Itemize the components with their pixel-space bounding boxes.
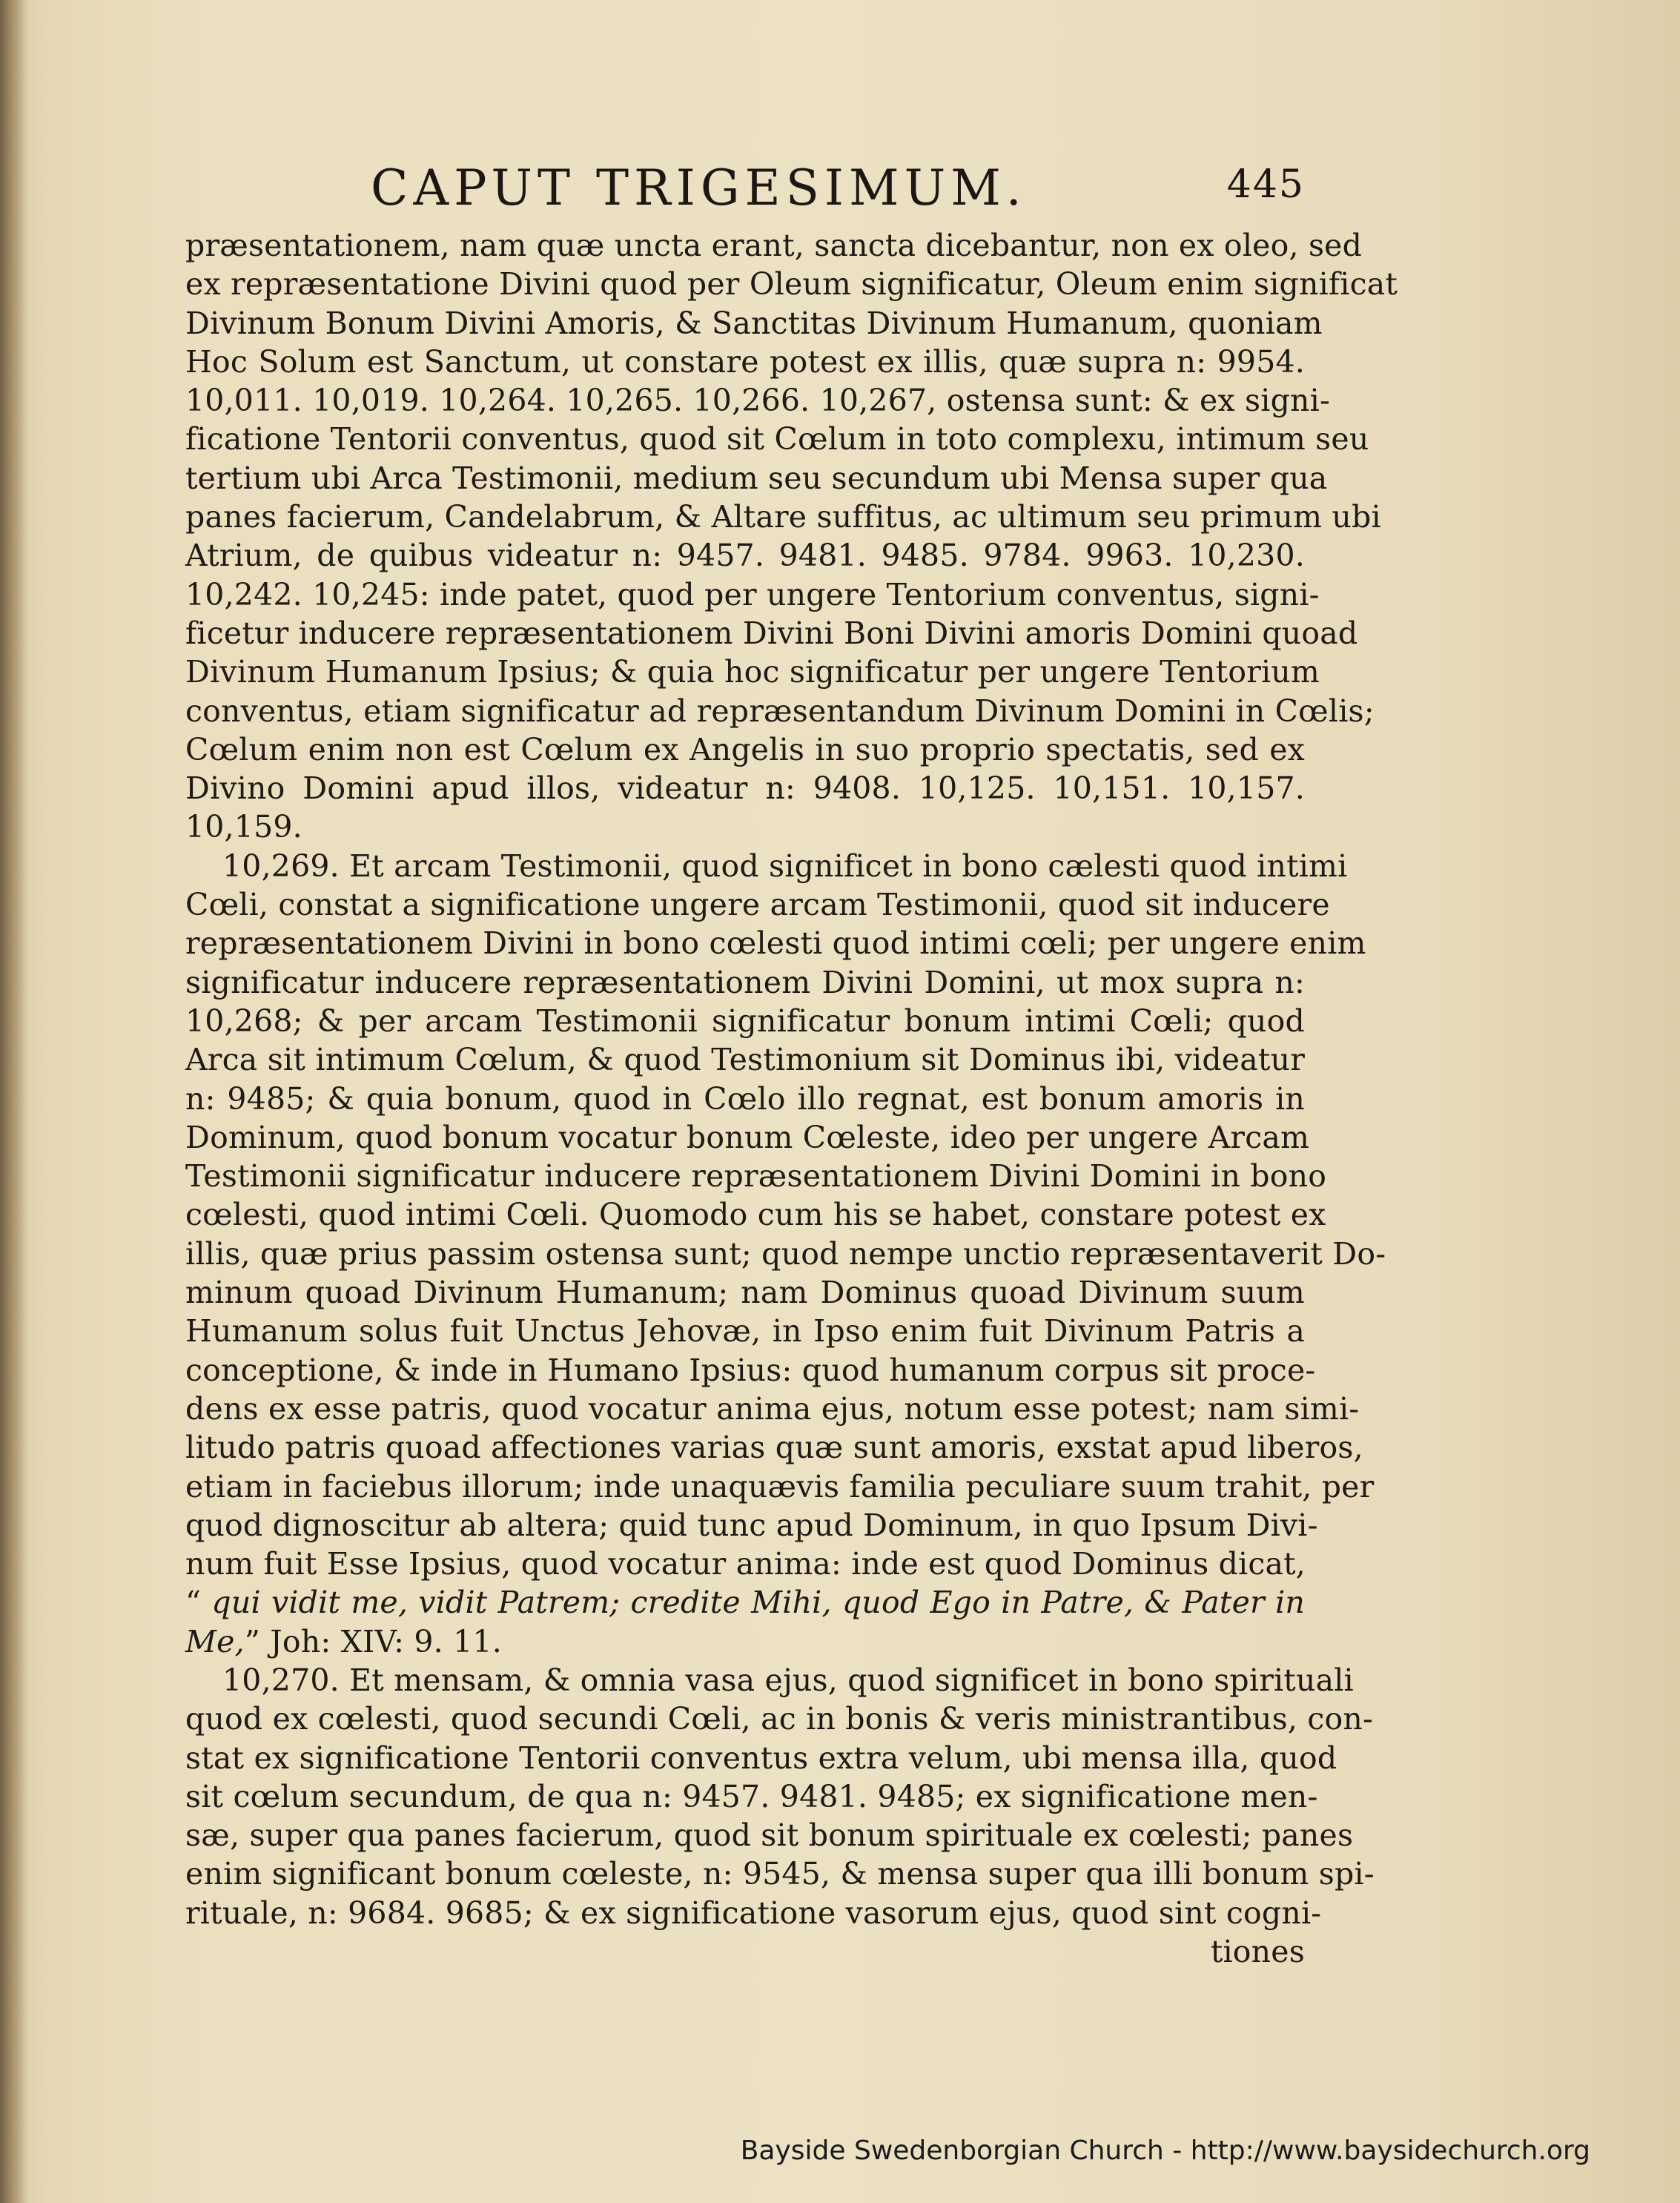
text-line: minum quoad Divinum Humanum; nam Dominus quoad Divinum suum [185, 1275, 1305, 1311]
body-text [185, 226, 1398, 1971]
spine-shadow [0, 0, 28, 2203]
text-line: conventus, etiam significatur ad repræsentandum Divinum Domini in Cœlis; [185, 693, 1375, 729]
text-line: ficatione Tentorii conventus, quod sit Cœlum in toto complexu, intimum seu [185, 421, 1369, 458]
watermark-credit: Bayside Swedenborgian Church - http://www.baysidechurch.org [740, 2136, 1590, 2166]
text-line: repræsentationem Divini in bono cœlesti quod intimi cœli; per ungere enim [185, 925, 1366, 962]
scripture-quote-end [185, 1622, 1305, 1661]
text-line: panes facierum, Candelabrum, & Altare suffitus, ac ultimum seu primum ubi [185, 499, 1381, 535]
text-line: ex repræsentatione Divini quod per Oleum significatur, Oleum enim significat [185, 266, 1398, 303]
open-quote: “ [185, 1585, 202, 1621]
text-line: Humanum solus fuit Unctus Jehovæ, in Ipso enim fuit Divinum Patris a [185, 1313, 1305, 1350]
text-line: Arca sit intimum Cœlum, & quod Testimonium sit Dominus ibi, videatur [185, 1042, 1305, 1078]
text-line: Hoc Solum est Sanctum, ut constare potest ex illis, quæ supra n: 9954. [185, 343, 1305, 380]
text-line: tertium ubi Arca Testimonii, medium seu secundum ubi Mensa super qua [185, 460, 1328, 496]
catchword: tiones [1210, 1934, 1305, 1970]
page-header [371, 152, 1305, 219]
text-line: Cœlum enim non est Cœlum ex Angelis in suo proprio spectatis, sed ex [185, 731, 1305, 767]
quote-italic-end: Me, [185, 1623, 245, 1659]
text-line: num fuit Esse Ipsius, quod vocatur anima: inde est quod Dominus dicat, [185, 1546, 1306, 1582]
text-line: 10,242. 10,245: inde patet, quod per ungere Tentorium conventus, signi- [185, 576, 1320, 612]
text-line: conceptione, & inde in Humano Ipsius: quod humanum corpus sit proce- [185, 1352, 1316, 1388]
text-line: stat ex significatione Tentorii conventus extra velum, ubi mensa illa, quod [185, 1740, 1337, 1776]
text-line: Cœli, constat a significatione ungere arcam Testimonii, quod sit inducere [185, 887, 1330, 923]
text-line: 10,159. [185, 809, 302, 845]
quote-italic: qui vidit me, vidit Patrem; credite Mihi, quod Ego in Patre, & Pater in [211, 1585, 1305, 1621]
text-line: Divino Domini apud illos, videatur n: 9408. 10,125. 10,151. 10,157. [185, 770, 1305, 807]
text-line: Divinum Humanum Ipsius; & quia hoc significatur per ungere Tentorium [185, 654, 1320, 690]
text-line: n: 9485; & quia bonum, quod in Cœlo illo regnat, est bonum amoris in [185, 1080, 1305, 1117]
text-line: etiam in faciebus illorum; inde unaquævis familia peculiare suum trahit, per [185, 1468, 1375, 1505]
page-number: 445 [1226, 162, 1305, 207]
scripture-reference: ” Joh: XIV: 9. 11. [244, 1623, 502, 1659]
text-line: sæ, super qua panes facierum, quod sit bonum spirituale ex cœlesti; panes [185, 1817, 1354, 1854]
paragraph-start-10270: 10,270. Et mensam, & omnia vasa ejus, quod significet in bono spirituali [222, 1662, 1354, 1698]
paragraph-start-10269: 10,269. Et arcam Testimonii, quod significet in bono cælesti quod intimi [222, 848, 1348, 884]
scripture-quote-line [185, 1583, 1305, 1622]
text-line: litudo patris quoad affectiones varias quæ sunt amoris, exstat apud liberos, [185, 1430, 1363, 1466]
text-line: 10,268; & per arcam Testimonii significatur bonum intimi Cœli; quod [185, 1003, 1305, 1039]
text-line: 10,011. 10,019. 10,264. 10,265. 10,266. 10,267, ostensa sunt: & ex signi- [185, 383, 1331, 419]
running-title: CAPUT TRIGESIMUM. [371, 159, 1027, 217]
text-line: rituale, n: 9684. 9685; & ex significatione vasorum ejus, quod sint cogni- [185, 1895, 1322, 1931]
text-line: Atrium, de quibus videatur n: 9457. 9481. 9485. 9784. 9963. 10,230. [185, 538, 1305, 574]
text-line: sit cœlum secundum, de qua n: 9457. 9481. 9485; ex significatione men- [185, 1778, 1318, 1814]
text-line: Dominum, quod bonum vocatur bonum Cœleste, ideo per ungere Arcam [185, 1119, 1310, 1155]
text-line: cœlesti, quod intimi Cœli. Quomodo cum his se habet, constare potest ex [185, 1197, 1326, 1233]
text-line: dens ex esse patris, quod vocatur anima ejus, notum esse potest; nam simi- [185, 1390, 1360, 1427]
text-line: enim significant bonum cœleste, n: 9545, & mensa super qua illi bonum spi- [185, 1856, 1375, 1892]
text-line: significatur inducere repræsentationem Divini Domini, ut mox supra n: [185, 964, 1305, 1000]
text-line: Divinum Bonum Divini Amoris, & Sanctitas Divinum Humanum, quoniam [185, 305, 1323, 341]
text-line: illis, quæ prius passim ostensa sunt; quod nempe unctio repræsentaverit Do- [185, 1235, 1386, 1272]
text-line: præsentationem, nam quæ uncta erant, sancta dicebantur, non ex oleo, sed [185, 228, 1363, 263]
text-line: quod ex cœlesti, quod secundi Cœli, ac in bonis & veris ministrantibus, con- [185, 1701, 1374, 1737]
text-line: Testimonii significatur inducere repræsentationem Divini Domini in bono [185, 1158, 1327, 1195]
text-line: quod dignoscitur ab altera; quid tunc apud Dominum, in quo Ipsum Divi- [185, 1507, 1318, 1543]
text-line: ficetur inducere repræsentationem Divini Boni Divini amoris Domini quoad [185, 615, 1358, 651]
